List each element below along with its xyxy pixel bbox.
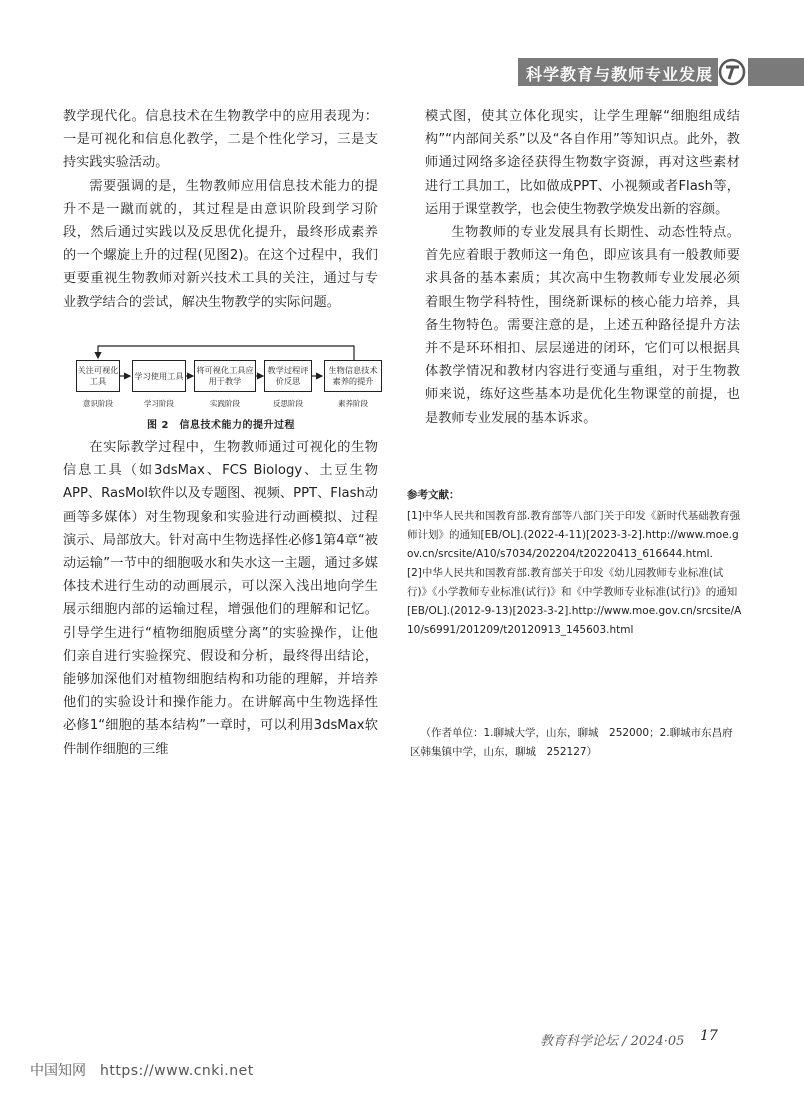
figure-caption: 图 2 信息技术能力的提升过程 (147, 420, 295, 431)
stage-label: 学习阶段 (144, 399, 174, 408)
left-column-top (63, 105, 378, 314)
reference-item: [2]中华人民共和国教育部.教育部关于印发《幼儿园教师专业标准(试行)》《小学教师专业标准(试行)》和《中学教师专业标准(试行)》的通知[EB/OL].(2012-9-13)[2023-3-2].http://www.moe.gov.cn/srcsite/A10/s6991/201209/t20120913_145603.html (407, 567, 742, 636)
stage-label: 意识阶段 (83, 399, 113, 408)
author-affiliation: （作者单位：1.聊城大学，山东，聊城 252000；2.聊城市东昌府区韩集镇中学，山东，聊城 252127） (410, 727, 733, 758)
journal-name: 教育科学论坛 / 2024·05 (540, 1034, 685, 1049)
journal-logo-icon (718, 58, 746, 86)
section-title: 科学教育与教师专业发展 (526, 65, 714, 84)
paragraph: 生物教师的专业发展具有长期性、动态性特点。首先应着眼于教师这一角色，即应该具有一般教师要求具备的基本素质；其次高中生物教师专业发展必须着眼生物学科特性，围绕新课标的核心能力培养，具备生物特色。需要注意的是，上述五种路径提升方法并不是环环相扣、层层递进的闭环，它们可以根据具体教学情况和教材内容进行变通与重组，对于生物教师来说，练好这些基本功是优化生物课堂的前提，也是教师专业发展的基本诉求。 (425, 225, 740, 426)
reference-item: [1]中华人民共和国教育部.教育部等八部门关于印发《新时代基础教育强师计划》的通知[EB/OL].(2022-4-11)[2023-3-2].http://www.moe.gov.cn/srcsite/A10/s7034/202204/t20220413_616644.html. (407, 510, 741, 560)
header-band-right (748, 58, 804, 86)
references-title: 参考文献： (407, 489, 460, 501)
paragraph: 模式图，使其立体化现实，让学生理解“细胞组成结构”“内部间关系”以及“各自作用”等知识点。此外，教师通过网络多途径获得生物数字资源，再对这些素材进行工具加工，比如做成PPT、小视频或者Flash等，运用于课堂教学，也会使生物教学焕发出新的容颜。 (425, 109, 740, 217)
stage-box-reflection: 教学过程评价反思 (264, 360, 312, 392)
watermark-site: https://www.cnki.net (100, 1063, 254, 1079)
page-number: 17 (700, 1028, 718, 1044)
right-column (425, 105, 740, 430)
stage-label: 素养阶段 (338, 399, 368, 408)
paragraph: 教学现代化。信息技术在生物教学中的应用表现为：一是可视化和信息化教学，二是个性化学习，三是支持实践实验活动。 (63, 109, 378, 171)
page-header (0, 58, 804, 88)
figure-2 (60, 342, 382, 434)
paragraph: 在实际教学过程中，生物教师通过可视化的生物信息工具（如3dsMax、FCS Biology、土豆生物APP、RasMol软件以及专题图、视频、PPT、Flash动画等多媒体）对生物现象和实验进行动画模拟、过程演示、局部放大。针对高中生物选择性必修1第4章“被动运输”一节中的细胞吸水和失水这一主题，通过多媒体技术进行生动的动画展示，可以深入浅出地向学生展示细胞内部的运输过程，增强他们的理解和记忆。引导学生进行“植物细胞质壁分离”的实验操作，让他们亲自进行实验探究、假设和分析，最终得出结论，能够加深他们对植物细胞结构和功能的理解，并培养他们的实验设计和操作能力。在讲解高中生物选择性必修1“细胞的基本结构”一章时，可以利用3dsMax软件制作细胞的三维 (63, 440, 379, 757)
stage-box-learning: 学习使用工具 (132, 360, 186, 392)
left-column-bottom (63, 436, 378, 761)
watermark (30, 1060, 254, 1080)
stage-box-practice: 将可视化工具应用于教学 (194, 360, 256, 392)
stage-label: 实践阶段 (210, 399, 240, 408)
paragraph: 需要强调的是，生物教师应用信息技术能力的提升不是一蹴而就的，其过程是由意识阶段到学习阶段，然后通过实践以及反思优化提升，最终形成素养的一个螺旋上升的过程(见图2)。在这个过程中，我们更要重视生物教师对新兴技术工具的关注，通过与专业教学结合的尝试，解决生物教学的实际问题。 (63, 178, 378, 310)
references (407, 486, 742, 640)
stage-box-literacy: 生物信息技术素养的提升 (324, 360, 382, 392)
watermark-brand: 中国知网 (30, 1063, 86, 1079)
stage-label: 反思阶段 (273, 399, 303, 408)
stage-box-awareness: 关注可视化工具 (76, 360, 120, 392)
